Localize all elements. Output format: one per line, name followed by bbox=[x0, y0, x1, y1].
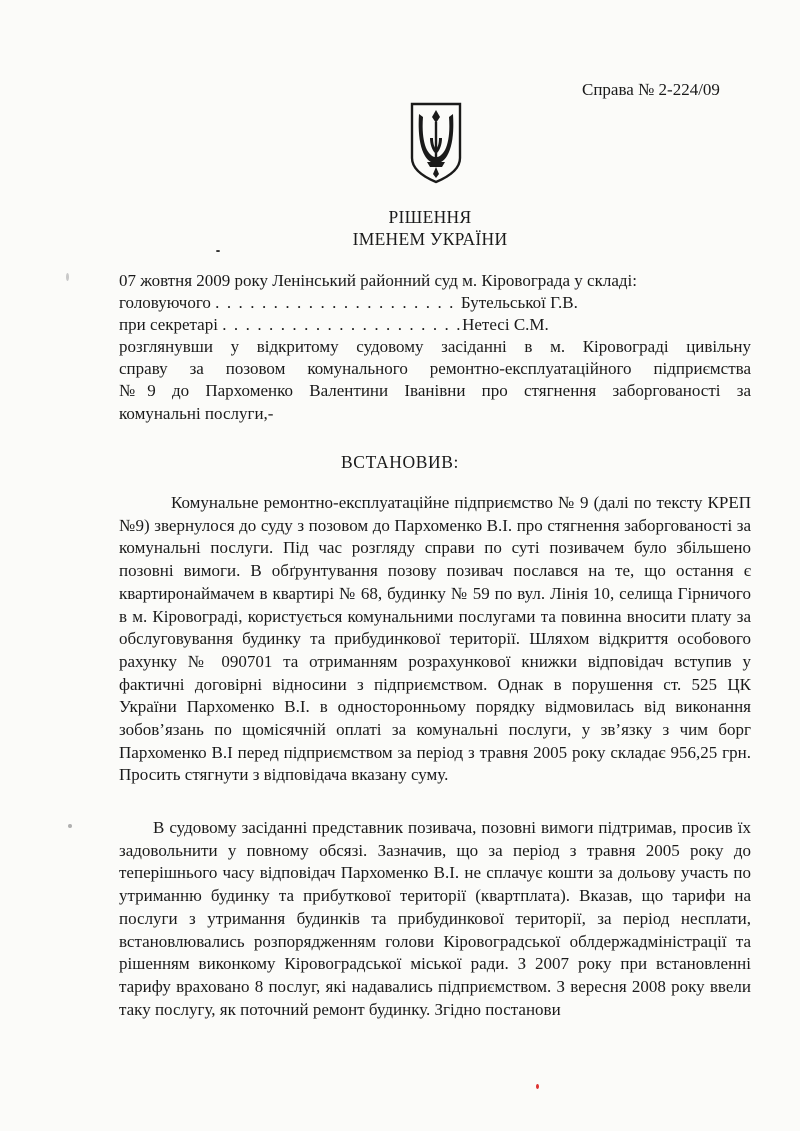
dot-leader: . . . . . . . . . . . . . . . . . . . . . bbox=[222, 315, 463, 335]
dot-leader: . . . . . . . . . . . . . . . . . . . . . bbox=[215, 293, 461, 313]
decision-subtitle: ІМЕНЕМ УКРАЇНИ bbox=[352, 229, 508, 249]
presiding-label: головуючого bbox=[119, 293, 211, 313]
intro-considered-line: справу за позовом комунального ремонтно-експлуатаційного підприємства bbox=[119, 359, 751, 379]
intro-considered-line: комунальні послуги,- bbox=[119, 403, 274, 423]
intro-line-date-court: 07 жовтня 2009 року Ленінський районний суд м. Кіровограда у складі: bbox=[119, 271, 637, 290]
intro-considered-line: №9 до Пархоменко Валентини Іванівни про стягнення заборгованості за bbox=[119, 381, 751, 401]
scan-speck bbox=[216, 250, 220, 252]
intro-line-secretary bbox=[119, 314, 751, 336]
scan-speck bbox=[536, 1084, 539, 1089]
case-number: Справа № 2-224/09 bbox=[582, 80, 720, 99]
secretary-label: при секретарі bbox=[119, 315, 218, 335]
trident-coat-of-arms-icon bbox=[408, 100, 464, 184]
scan-speck bbox=[66, 273, 69, 281]
scan-speck bbox=[68, 824, 72, 828]
intro-line-presiding bbox=[119, 292, 751, 314]
decision-title: РІШЕННЯ bbox=[388, 207, 472, 227]
paragraph-claim: Комунальне ремонтно-експлуатаційне підприємство № 9 (далі по тексту КРЕП №9) звернулося до суду з позовом до Пархоменко В.І. про стягнення заборгованості за комунальні послуги. Під час розгляду справи по суті позивачем було збільшено позовні вимоги. В обґрунтування позову позивач послався на те, що остання є квартиронаймачем в квартирі № 68, будинку № 59 по вул. Лінія 10, селища Гірничого в м. Кіровограді, користується комунальними послугами та повинна вносити плату за обслуговування будинку та прибудинкової території. Шляхом відкриття особового рахунку № 090701 та отриманням розрахункової книжки відповідач вступив у фактичні договірні відносини з підприємством. Однак в порушення ст. 525 ЦК України Пархоменко В.І. в односторонньому порядку відмовилась від виконання зобов’язань по щомісячній оплаті за комунальні послуги, у зв’язку з чим борг Пархоменко В.І перед підприємством за період з травня 2005 року складає 956,25 грн. Просить стягнути з відповідача вказану суму. bbox=[119, 493, 751, 785]
presiding-judge-name: Бутельської Г.В. bbox=[460, 293, 578, 313]
secretary-name: Нетесі С.М. bbox=[462, 315, 549, 335]
intro-block bbox=[119, 270, 751, 425]
section-heading: ВСТАНОВИВ: bbox=[341, 452, 459, 472]
paragraph-hearing: В судовому засіданні представник позивача, позовні вимоги підтримав, просив їх задовольнити у повному обсязі. Зазначив, що за період з травня 2005 року до теперішнього часу відповідач Пархоменко В.І. не сплачує кошти за дольову участь по утриманню будинку та прибуткової території (квартплата). Вказав, що тарифи на послуги з утримання будинків та прибудинкової території, за період несплати, встановлювались розпорядженням голови Кіровоградської облдержадміністрації та рішенням виконкому Кіровоградської міської ради. З 2007 року при встановленні тарифу враховано 8 послуг, які надавались підприємством. З вересня 2008 року ввели таку послугу, як поточний ремонт будинку. Згідно постанови bbox=[119, 818, 751, 1019]
intro-considered-line: розглянувши у відкритому судовому засіданні в м. Кіровограді цивільну bbox=[119, 337, 751, 357]
